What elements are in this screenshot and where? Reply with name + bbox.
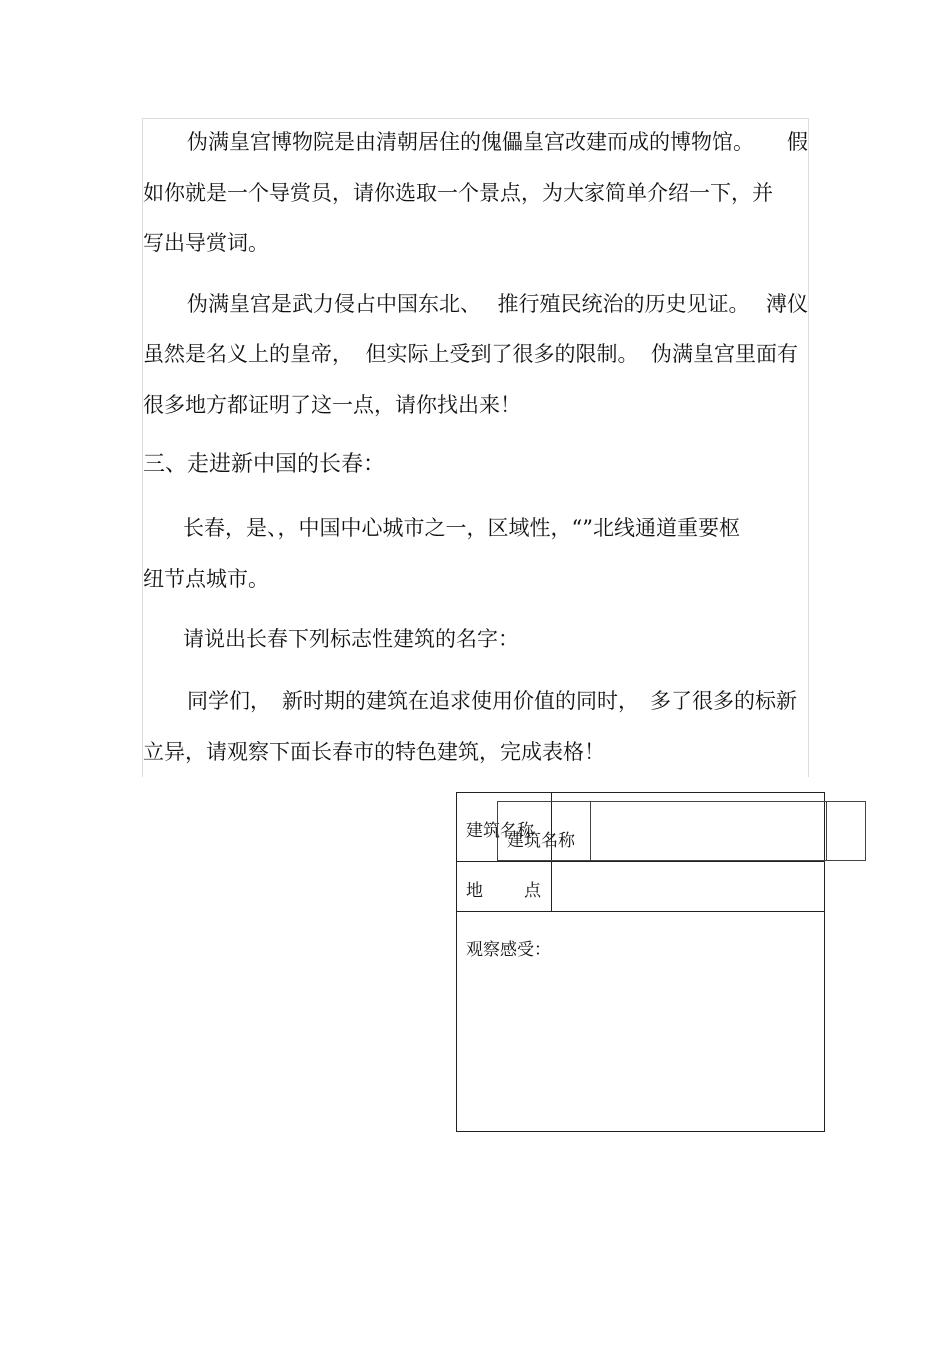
paragraph-2-line-2-c: 伪满皇宫里面有 (651, 342, 798, 366)
paragraph-5-line-1-b: 新时期的建筑在追求使用价值的同时， (282, 689, 639, 713)
paragraph-2-line-1-a: 伪满皇宫是武力侵占中国东北、 (187, 292, 481, 316)
paragraph-1-line-1 (187, 129, 808, 155)
label-building-name: 建筑名称 (466, 821, 534, 841)
overlay-table (497, 801, 866, 861)
label-observation: 观察感受： (466, 940, 551, 960)
paragraph-2-line-2 (143, 341, 798, 367)
paragraph-1-line-1-b: 假 (787, 130, 808, 154)
text-block (142, 118, 809, 777)
label-place-b: 点 (524, 881, 541, 901)
overlay-column-divider-2 (826, 802, 827, 860)
paragraph-5-line-2: 立异，请观察下面长春市的特色建筑，完成表格！ (143, 740, 605, 764)
paragraph-5-line-1-c: 多了很多的标新 (650, 689, 797, 713)
paragraph-2-line-1-b: 推行殖民统治的历史见证。 (497, 292, 750, 316)
paragraph-2-line-1-c: 溥仪 (766, 292, 808, 316)
paragraph-2-line-3: 很多地方都证明了这一点，请你找出来！ (143, 393, 521, 417)
paragraph-1-line-1-a: 伪满皇宫博物院是由清朝居住的傀儡皇宫改建而成的博物馆。 (187, 130, 754, 154)
overlay-column-divider (590, 802, 591, 860)
table-row-place (457, 861, 824, 912)
label-place-a: 地 (466, 881, 483, 901)
paragraph-2-line-1 (187, 291, 808, 317)
paragraph-1-line-3: 写出导赏词。 (143, 231, 269, 255)
paragraph-5-line-1 (187, 688, 797, 714)
paragraph-2-line-2-a: 虽然是名义上的皇帝， (143, 342, 353, 366)
paragraph-3-line-2: 纽节点城市。 (143, 567, 269, 591)
paragraph-3-line-1: 长春，是、，中国中心城市之一，区域性，“”北线通道重要枢 (183, 516, 740, 540)
overlay-label-building-name: 建筑名称 (507, 831, 575, 851)
paragraph-2-line-2-b: 但实际上受到了很多的限制。 (365, 342, 639, 366)
section-heading: 三、走进新中国的长春： (143, 452, 386, 477)
paragraph-4: 请说出长春下列标志性建筑的名字： (183, 627, 519, 651)
paragraph-1-line-2: 如你就是一个导赏员，请你选取一个景点，为大家简单介绍一下，并 (143, 181, 773, 205)
paragraph-5-line-1-a: 同学们， (187, 689, 271, 713)
